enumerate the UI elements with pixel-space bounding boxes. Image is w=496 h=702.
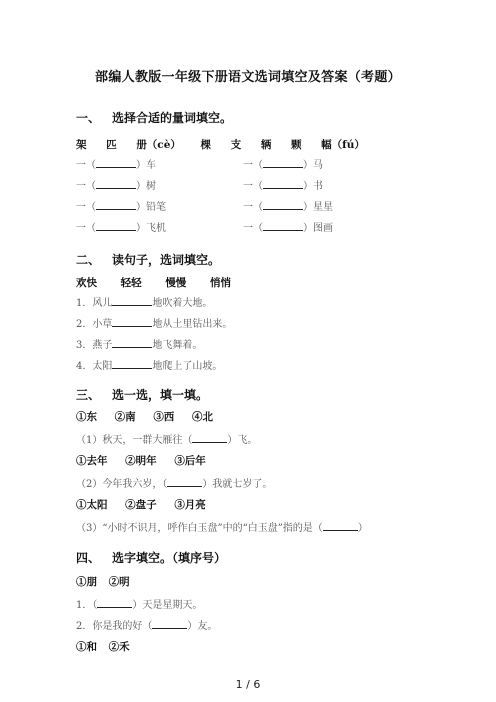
word-option: 匹: [106, 139, 117, 151]
answer-blank[interactable]: [152, 619, 187, 629]
option-group: [76, 497, 220, 512]
question-item: （1）秋天，一群大雁往（ ）飞。: [76, 435, 258, 446]
answer-blank[interactable]: [323, 521, 358, 531]
choice-option: ①东: [76, 411, 97, 423]
choice-option: ②盘子: [125, 499, 157, 511]
answer-blank[interactable]: [263, 158, 303, 168]
sentence-item: 4．太阳 地爬上了山坡。: [76, 361, 223, 372]
option-group: [76, 574, 144, 589]
choice-option: ③西: [153, 411, 175, 423]
choice-option: ②南: [114, 411, 136, 423]
choice-option: ②禾: [108, 641, 130, 653]
answer-blank[interactable]: [167, 477, 202, 487]
option-group: [76, 409, 227, 424]
section-3-title: 选一选，填一填。: [112, 388, 209, 402]
fill-item: 一（ ）书: [243, 181, 323, 192]
choice-option: ④北: [191, 411, 213, 423]
word-option: 棵: [200, 139, 212, 151]
choice-option: ①和: [76, 641, 97, 653]
section-1-number: 一、: [76, 111, 101, 125]
word-option: 架: [76, 139, 87, 151]
option-group: [76, 639, 144, 654]
fill-item: 一（ ）星星: [243, 202, 333, 213]
answer-blank[interactable]: [112, 359, 152, 369]
section-4-heading: [76, 549, 226, 566]
fill-item: 一（ ）马: [243, 160, 323, 171]
answer-blank[interactable]: [263, 179, 303, 189]
fill-item: 一（ ）铅笔: [76, 202, 166, 213]
fill-item: 一（ ）树: [76, 181, 156, 192]
word-option: 支: [230, 139, 242, 151]
word-option: 慢慢: [165, 277, 187, 289]
word-option: 册（cè）: [136, 139, 181, 151]
sentence-item: 2．小草 地从土里钻出来。: [76, 319, 233, 330]
fill-item: 一（ ）飞机: [76, 223, 166, 234]
answer-blank[interactable]: [112, 317, 152, 327]
choice-option: ③月亮: [174, 499, 206, 511]
question-item: 2．你是我的好（ ）友。: [76, 621, 218, 632]
sentence-item: 3．燕子 地飞舞着。: [76, 340, 203, 351]
word-option: 轻轻: [120, 277, 142, 289]
answer-blank[interactable]: [263, 221, 303, 231]
section-2-heading: [76, 251, 220, 268]
choice-option: ①朋: [76, 576, 97, 588]
choice-option: ②明年: [125, 455, 157, 467]
answer-blank[interactable]: [192, 433, 227, 443]
word-option: 颗: [291, 139, 302, 151]
question-item: 1．（ ）天是星期天。: [76, 600, 203, 611]
word-option: 辆: [260, 139, 272, 151]
answer-blank[interactable]: [96, 179, 136, 189]
answer-blank[interactable]: [96, 221, 136, 231]
choice-option: ①去年: [76, 455, 108, 467]
section-3-heading: [76, 386, 208, 403]
section-1-word-bank: [76, 137, 381, 152]
word-option: 悄悄: [209, 277, 231, 289]
page-title: 部编人教版一年级下册语文选词填空及答案（考题）: [95, 70, 401, 85]
section-4-title: 选字填空。（填序号）: [112, 551, 227, 565]
answer-blank[interactable]: [263, 200, 303, 210]
question-item: （3）“小时不识月，呼作白玉盘”中的“白玉盘”指的是（ ）: [76, 523, 368, 534]
question-item: （2）今年我六岁，（ ）我就七岁了。: [76, 479, 273, 490]
word-option: 欢快: [76, 277, 97, 289]
section-4-number: 四、: [76, 551, 101, 565]
answer-blank[interactable]: [96, 158, 136, 168]
choice-option: ③后年: [174, 455, 206, 467]
answer-blank[interactable]: [112, 296, 152, 306]
page-number: 1 / 6: [235, 678, 261, 691]
word-option: 幅（fú）: [321, 139, 365, 151]
fill-item: 一（ ）车: [76, 160, 156, 171]
choice-option: ①太阳: [76, 499, 108, 511]
answer-blank[interactable]: [112, 338, 152, 348]
option-group: [76, 453, 220, 468]
sentence-item: 1．风儿 地吹着大地。: [76, 298, 213, 309]
section-1-title: 选择合适的量词填空。: [112, 111, 233, 125]
section-2-number: 二、: [76, 253, 101, 267]
choice-option: ②明: [108, 576, 130, 588]
section-2-title: 读句子，选词填空。: [112, 253, 221, 267]
section-3-number: 三、: [76, 388, 101, 402]
section-2-word-bank: [76, 275, 247, 290]
fill-item: 一（ ）图画: [243, 223, 333, 234]
answer-blank[interactable]: [96, 200, 136, 210]
section-1-heading: [76, 109, 232, 126]
answer-blank[interactable]: [97, 598, 132, 608]
